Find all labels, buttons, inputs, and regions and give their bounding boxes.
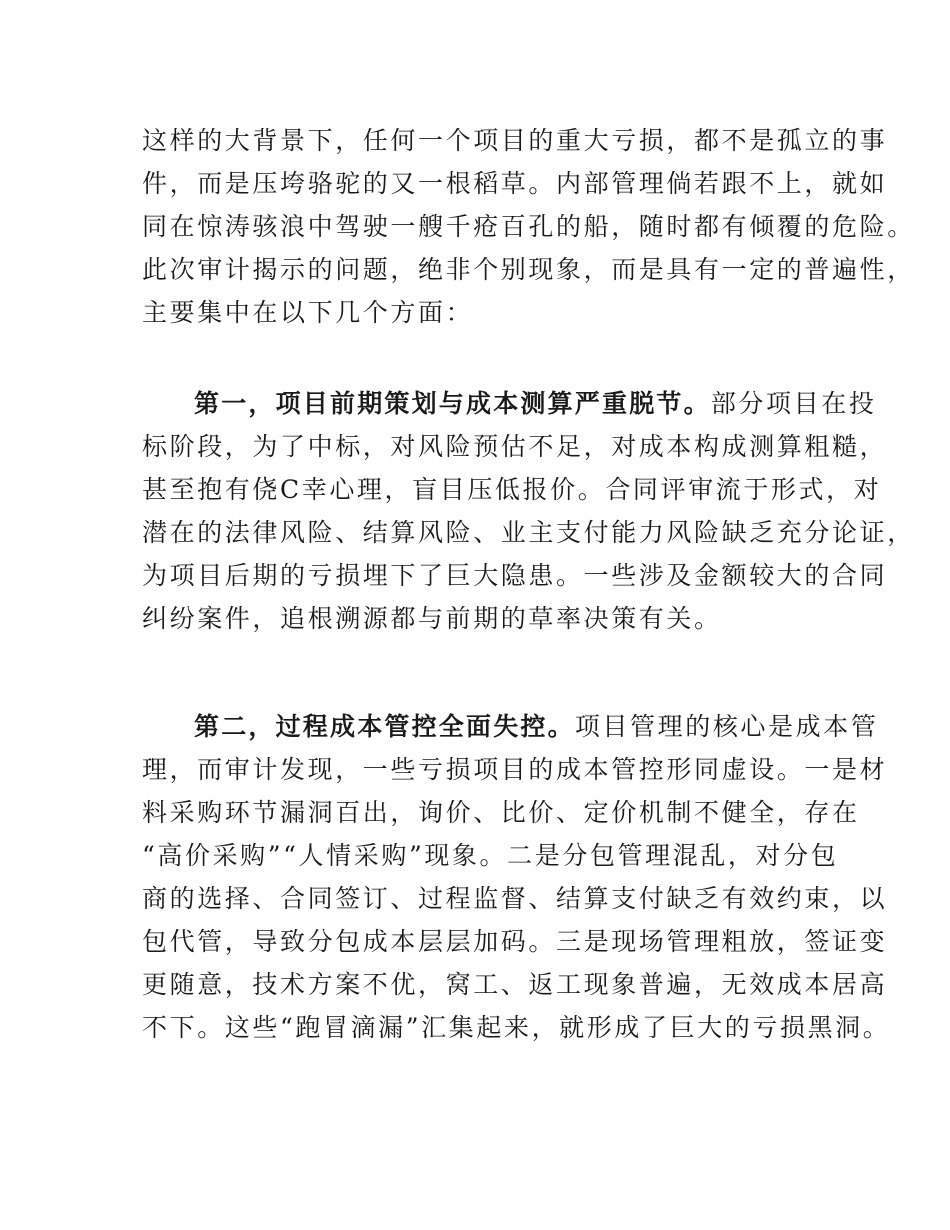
text-line: 甚至抱有侥C幸心理，盲目压低报价。合同评审流于形式，对	[142, 475, 882, 504]
paragraph-point-one	[142, 382, 915, 640]
point-two-first-line-rest: 项目管理的核心是成本管	[574, 712, 879, 741]
text-line	[142, 705, 879, 748]
text-line: 件，而是压垮骆驼的又一根稻草。内部管理倘若跟不上，就如	[142, 169, 888, 198]
text-line: “高价采购”“人情采购”现象。二是分包管理混乱，对分包	[142, 841, 839, 870]
point-one-heading: 第一，项目前期策划与成本测算严重脱节。	[194, 389, 711, 418]
text-line: 包代管，导致分包成本层层加码。三是现场管理粗放，签证变	[142, 927, 888, 956]
text-line: 此次审计揭示的问题，绝非个别现象，而是具有一定的普遍性，	[142, 255, 915, 284]
text-line: 料采购环节漏洞百出，询价、比价、定价机制不健全，存在	[142, 798, 860, 827]
paragraph-context	[142, 119, 915, 334]
point-one-first-line-rest: 部分项目在投	[710, 389, 877, 418]
text-line: 商的选择、合同签订、过程监督、结算支付缺乏有效约束，以	[142, 884, 888, 913]
text-line: 主要集中在以下几个方面：	[142, 298, 474, 327]
text-line: 为项目后期的亏损埋下了巨大隐患。一些涉及金额较大的合同	[142, 561, 888, 590]
text-line: 不下。这些“跑冒滴漏”汇集起来，就形成了巨大的亏损黑洞。	[142, 1013, 891, 1042]
paragraph-point-two	[142, 705, 891, 1049]
text-line: 标阶段，为了中标，对风险预估不足，对成本构成测算粗糙，	[142, 432, 888, 461]
text-line: 理，而审计发现，一些亏损项目的成本管控形同虚设。一是材	[142, 755, 888, 784]
text-line: 更随意，技术方案不优，窝工、返工现象普遍，无效成本居高	[142, 970, 888, 999]
text-line	[142, 382, 877, 425]
text-line: 纠纷案件，追根溯源都与前期的草率决策有关。	[142, 604, 722, 633]
point-two-heading: 第二，过程成本管控全面失控。	[194, 712, 575, 741]
text-line: 这样的大背景下，任何一个项目的重大亏损，都不是孤立的事	[142, 126, 888, 155]
text-line: 潜在的法律风险、结算风险、业主支付能力风险缺乏充分论证，	[142, 518, 915, 547]
text-line: 同在惊涛骇浪中驾驶一艘千疮百孔的船，随时都有倾覆的危险。	[142, 212, 915, 241]
